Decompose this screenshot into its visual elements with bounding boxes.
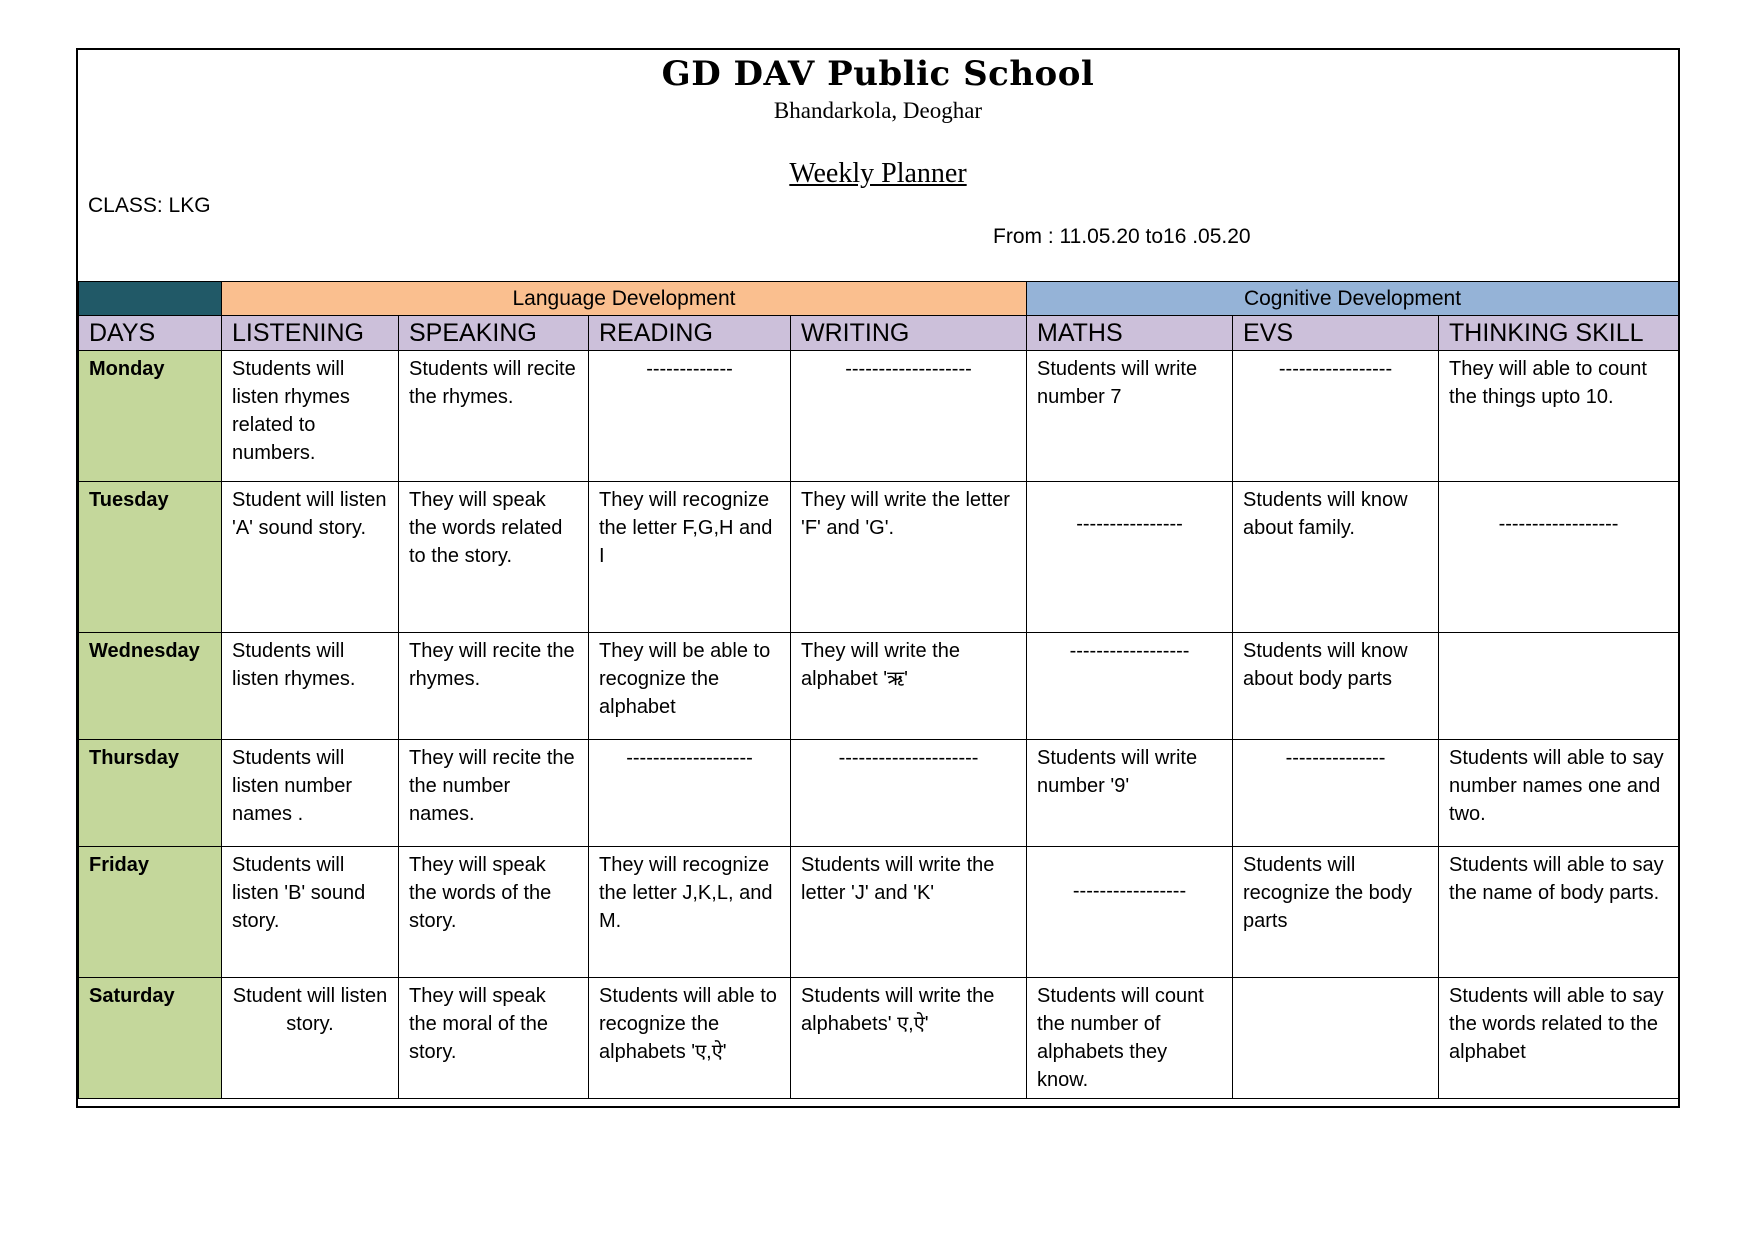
speaking-cell: They will speak the words related to the story. [399, 482, 589, 633]
speaking-cell: Students will recite the rhymes. [399, 351, 589, 482]
planner-title [78, 158, 1678, 190]
writing-cell: They will write the letter 'F' and 'G'. [791, 482, 1027, 633]
group-cognitive-development: Cognitive Development [1027, 282, 1679, 316]
date-range: From : 11.05.20 to16 .05.20 [993, 225, 1251, 248]
column-header-maths: MATHS [1027, 316, 1233, 351]
writing-cell: ------------------- [791, 351, 1027, 482]
column-header-writing: WRITING [791, 316, 1027, 351]
maths-cell: Students will write number 7 [1027, 351, 1233, 482]
column-header-evs: EVS [1233, 316, 1439, 351]
writing-cell: They will write the alphabet 'ऋ' [791, 633, 1027, 740]
evs-cell: --------------- [1233, 740, 1439, 847]
thinking-skill-cell: ------------------ [1439, 482, 1679, 633]
day-cell: Thursday [79, 740, 222, 847]
listening-cell: Student will listen 'A' sound story. [222, 482, 399, 633]
maths-cell: Students will count the number of alphabets they know. [1027, 978, 1233, 1099]
listening-cell: Students will listen rhymes related to numbers. [222, 351, 399, 482]
speaking-cell: They will recite the the number names. [399, 740, 589, 847]
maths-cell: Students will write number '9' [1027, 740, 1233, 847]
group-language-development: Language Development [222, 282, 1027, 316]
evs-cell [1233, 978, 1439, 1099]
thinking-skill-cell: Students will able to say number names one and two. [1439, 740, 1679, 847]
day-cell: Wednesday [79, 633, 222, 740]
reading-cell: Students will able to recognize the alphabets 'ए,ऐ' [589, 978, 791, 1099]
speaking-cell: They will recite the rhymes. [399, 633, 589, 740]
evs-cell: Students will know about family. [1233, 482, 1439, 633]
speaking-cell: They will speak the moral of the story. [399, 978, 589, 1099]
thinking-skill-cell: Students will able to say the words related to the alphabet [1439, 978, 1679, 1099]
speaking-cell: They will speak the words of the story. [399, 847, 589, 978]
thinking-skill-cell [1439, 633, 1679, 740]
maths-cell: ---------------- [1027, 482, 1233, 633]
column-header-speaking: SPEAKING [399, 316, 589, 351]
listening-cell: Students will listen 'B' sound story. [222, 847, 399, 978]
writing-cell: Students will write the alphabets' ए,ऐ' [791, 978, 1027, 1099]
evs-cell: Students will know about body parts [1233, 633, 1439, 740]
listening-cell: Students will listen rhymes. [222, 633, 399, 740]
table-row-friday [79, 847, 1679, 978]
planner-title-text: Weekly Planner [789, 158, 967, 189]
column-header-listening: LISTENING [222, 316, 399, 351]
day-cell: Tuesday [79, 482, 222, 633]
day-cell: Friday [79, 847, 222, 978]
column-header-reading: READING [589, 316, 791, 351]
class-label: CLASS: LKG [88, 194, 211, 217]
listening-cell: Students will listen number names . [222, 740, 399, 847]
planner-header [78, 50, 1678, 281]
table-row-thursday [79, 740, 1679, 847]
group-header-row [79, 282, 1679, 316]
table-row-monday [79, 351, 1679, 482]
thinking-skill-cell: They will able to count the things upto 10. [1439, 351, 1679, 482]
reading-cell: They will recognize the letter J,K,L, and M. [589, 847, 791, 978]
day-cell: Saturday [79, 978, 222, 1099]
thinking-skill-cell: Students will able to say the name of body parts. [1439, 847, 1679, 978]
planner-table [78, 281, 1679, 1099]
school-location: Bhandarkola, Deoghar [773, 98, 983, 123]
maths-cell: ------------------ [1027, 633, 1233, 740]
evs-cell: Students will recognize the body parts [1233, 847, 1439, 978]
maths-cell: ----------------- [1027, 847, 1233, 978]
school-name: GD DAV Public School [661, 54, 1095, 94]
reading-cell: ------------- [589, 351, 791, 482]
column-header-days: DAYS [79, 316, 222, 351]
group-header-blank [79, 282, 222, 316]
column-header-row [79, 316, 1679, 351]
evs-cell: ----------------- [1233, 351, 1439, 482]
planner-sheet [76, 48, 1680, 1108]
table-row-saturday [79, 978, 1679, 1099]
table-row-wednesday [79, 633, 1679, 740]
reading-cell: ------------------- [589, 740, 791, 847]
listening-cell: Student will listen story. [222, 978, 399, 1099]
table-row-tuesday [79, 482, 1679, 633]
writing-cell: --------------------- [791, 740, 1027, 847]
day-cell: Monday [79, 351, 222, 482]
column-header-thinking-skill: THINKING SKILL [1439, 316, 1679, 351]
reading-cell: They will be able to recognize the alphabet [589, 633, 791, 740]
reading-cell: They will recognize the letter F,G,H and I [589, 482, 791, 633]
writing-cell: Students will write the letter 'J' and 'K' [791, 847, 1027, 978]
